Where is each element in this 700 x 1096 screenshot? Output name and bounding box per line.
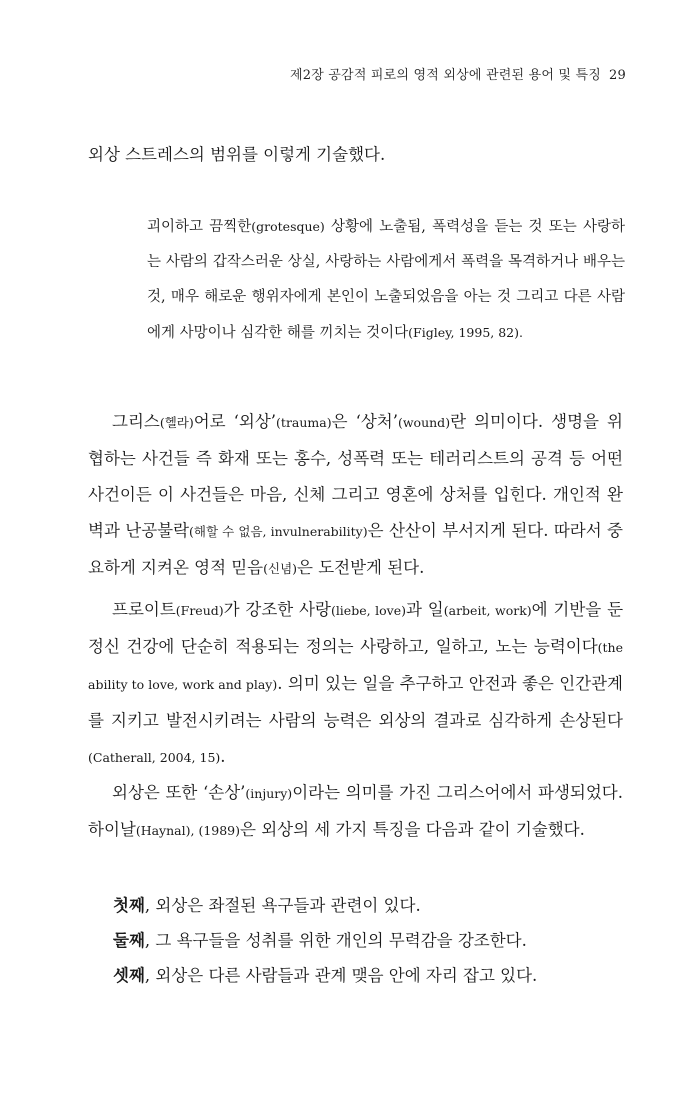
paragraph-trauma-definition xyxy=(88,404,623,587)
para2-text-f: . xyxy=(220,747,226,766)
para2-text-c: 과 일 xyxy=(406,600,444,619)
paragraph-freud xyxy=(88,592,623,776)
para1-note-d: (해할 수 없음, invulnerability) xyxy=(189,524,368,539)
para1-note-a: (헬라) xyxy=(159,415,194,430)
para2-note-c: (arbeit, work) xyxy=(443,603,532,618)
list-ordinal: 첫째 xyxy=(113,896,145,915)
para3-text-a: 외상은 또한 ‘손상’ xyxy=(112,783,246,802)
para3-text-c: 은 외상의 세 가지 특징을 다음과 같이 기술했다. xyxy=(240,820,585,839)
trauma-characteristics-list xyxy=(113,888,623,993)
para1-note-e: (신념) xyxy=(263,561,298,576)
para2-note-b: (liebe, love) xyxy=(330,603,407,618)
para2-text-d: 에 기반을 둔 정신 건강에 단순히 적용되는 정의는 사랑하고, 일하고, 노는 능력이다 xyxy=(88,600,624,656)
para1-text-f: 은 도전받게 된다. xyxy=(297,558,425,577)
running-head xyxy=(290,64,626,83)
list-ordinal: 둘째 xyxy=(113,931,145,950)
para2-text-a: 프로이트 xyxy=(112,600,176,619)
para1-text-d: 란 의미이다. 생명을 위협하는 사건들 즉 화재 또는 홍수, 성폭력 또는 테러리스트의 공격 등 어떤 사건이든 이 사건들은 마음, 신체 그리고 영혼에 상처를 입힌다. 개인적 완벽과 난공불락 xyxy=(88,412,623,540)
quote-citation: (Figley, 1995, 82). xyxy=(408,325,523,340)
para2-note-a: (Freud) xyxy=(175,603,224,618)
list-item-text: , 외상은 좌절된 욕구들과 관련이 있다. xyxy=(144,896,421,915)
para1-text-e: 은 산산이 부서지게 된다. 따라서 중요하게 지켜온 영적 믿음 xyxy=(88,521,623,577)
running-title: 제2장 공감적 피로의 영적 외상에 관련된 용어 및 특징 xyxy=(289,68,602,83)
block-quote xyxy=(147,209,625,351)
quote-text-2: 상황에 노출됨, 폭력성을 듣는 것 또는 사랑하는 사람의 갑작스러운 상실, 사랑하는 사람에게서 폭력을 목격하거나 배우는 것, 매우 해로운 행위자에게 본인이 노출되었음을 아는 것 그리고 다른 사람에게 사망이나 심각한 해를 끼치는 것이다 xyxy=(147,219,625,341)
para2-note-d: (the ability to love, work and play) xyxy=(88,640,623,692)
list-item xyxy=(113,923,623,958)
para1-text-b: 어로 ‘외상’ xyxy=(193,412,277,431)
para1-note-c: (wound) xyxy=(397,415,451,430)
para2-text-b: 가 강조한 사랑 xyxy=(223,600,331,619)
list-item xyxy=(113,888,623,923)
quote-note: (grotesque) xyxy=(251,219,325,234)
lead-sentence: 외상 스트레스의 범위를 이렇게 기술했다. xyxy=(88,145,386,164)
list-item xyxy=(113,958,623,993)
paragraph-injury xyxy=(88,775,623,849)
quote-text-1: 괴이하고 끔찍한 xyxy=(147,219,252,235)
para2-citation: (Catherall, 2004, 15) xyxy=(88,750,221,765)
para1-text-c: 은 ‘상처’ xyxy=(331,412,398,431)
para2-text-e: . 의미 있는 일을 추구하고 안전과 좋은 인간관계를 지키고 발전시키려는 사람의 능력은 외상의 결과로 심각하게 손상된다 xyxy=(88,674,623,730)
page-number: 29 xyxy=(609,68,626,83)
list-item-text: , 그 욕구들을 성취를 위한 개인의 무력감을 강조한다. xyxy=(144,931,527,950)
para3-note-a: (injury) xyxy=(245,786,293,801)
para1-text-a: 그리스 xyxy=(112,412,160,431)
list-item-text: , 외상은 다른 사람들과 관계 맺음 안에 자리 잡고 있다. xyxy=(144,966,538,985)
para3-text-b: 이라는 의미를 가진 그리스어에서 파생되었다. 하이날 xyxy=(88,783,623,839)
para3-note-b: (Haynal), (1989) xyxy=(135,823,241,838)
para1-note-b: (trauma) xyxy=(276,415,332,430)
list-ordinal: 셋째 xyxy=(113,966,145,985)
